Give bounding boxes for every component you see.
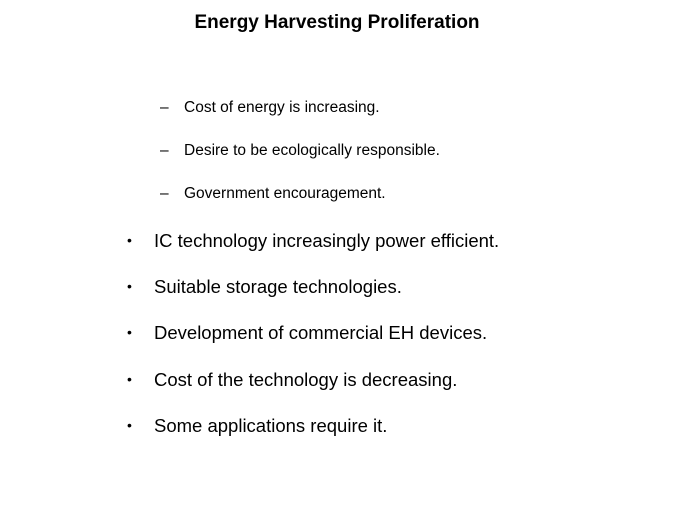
main-bullet-item [127,413,387,438]
main-bullet-text: Cost of the technology is decreasing. [154,369,458,390]
bullet-marker: • [127,232,132,248]
main-bullet-item [127,320,487,345]
sub-bullet-item [160,98,380,118]
main-bullet-text: IC technology increasingly power efficient. [154,230,500,251]
slide-title: Energy Harvesting Proliferation [194,12,480,33]
sub-bullet-item [160,141,440,161]
main-bullet-text: Suitable storage technologies. [154,276,402,297]
sub-bullet-text: Desire to be ecologically responsible. [184,142,440,159]
main-bullet-item [127,274,402,299]
bullet-marker: • [127,371,132,387]
main-bullet-text: Some applications require it. [154,415,388,436]
main-bullet-item [127,367,457,392]
sub-bullet-item [160,184,386,204]
bullet-marker: • [127,324,132,340]
sub-bullet-text: Government encouragement. [184,185,386,202]
bullet-marker: • [127,417,132,433]
dash-marker: – [160,185,169,202]
main-bullet-text: Development of commercial EH devices. [154,322,488,343]
bullet-marker: • [127,278,132,294]
dash-marker: – [160,142,169,159]
sub-bullet-text: Cost of energy is increasing. [184,99,380,116]
dash-marker: – [160,99,169,116]
main-bullet-item [127,228,499,253]
